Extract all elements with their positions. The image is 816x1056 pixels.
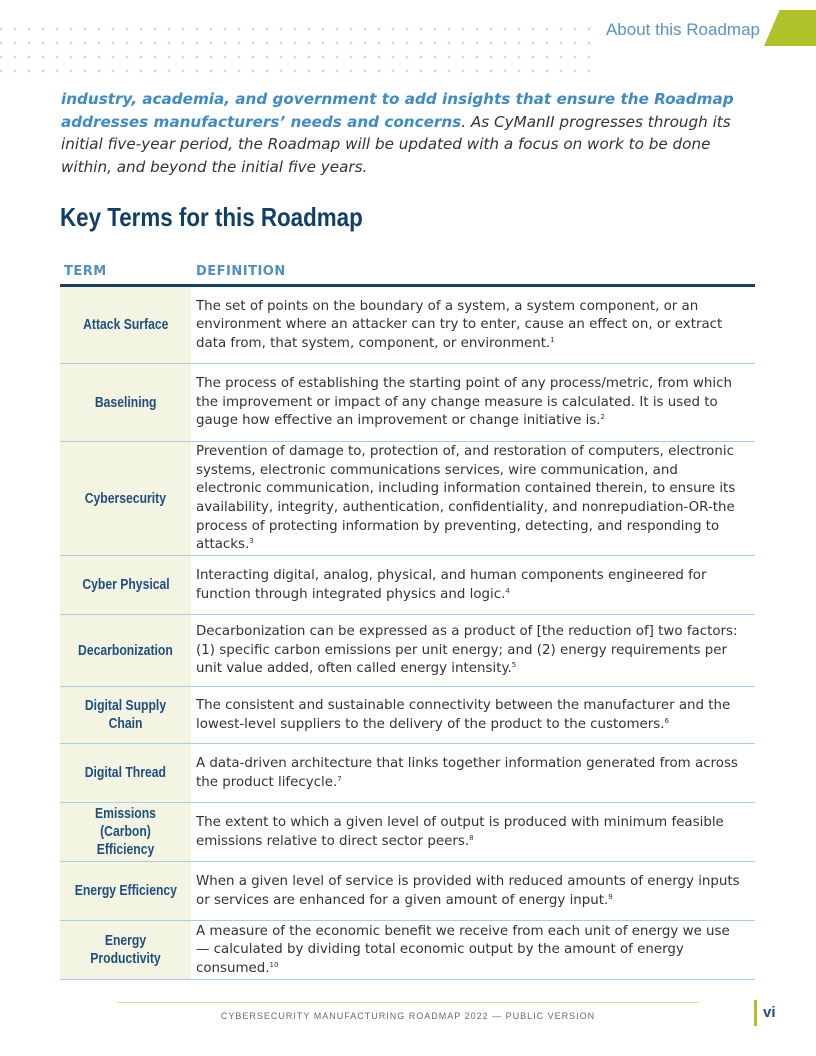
table-row — [60, 615, 755, 687]
table-row — [60, 287, 755, 364]
table-row — [60, 921, 755, 980]
definition-cell: Prevention of damage to, protection of, and restoration of computers, electronic systems, electronic communications services, wire communication, and electronic communication, including information contained therein, to ensure its availability, integrity, authentication, confidentiality, and nonrepudiation-OR-the process of protecting information by preventing, detecting, and responding to attacks.$^3$ — [196, 444, 736, 553]
table-row — [60, 556, 755, 615]
definition-cell: The set of points on the boundary of a system, a system component, or an environment where an attacker can try to enter, cause an effect on, or extract data from, that system, component, or environment.$^1$ — [196, 298, 723, 351]
section-title: About this Roadmap — [605, 20, 760, 39]
key-terms-table — [60, 287, 755, 980]
term-cell: Decarbonization — [60, 615, 191, 686]
table-row — [60, 862, 755, 921]
table-row — [60, 744, 755, 803]
definition-cell: The process of establishing the starting point of any process/metric, from which the improvement or impact of any change measure is calculated. It is used to gauge how effective an improvement or change initiative is.$^2$ — [196, 376, 732, 429]
term-cell: Cyber Physical — [60, 556, 191, 614]
page-heading: Key Terms for this Roadmap — [60, 202, 363, 232]
term-cell: Baselining — [60, 364, 191, 441]
table-row — [60, 442, 755, 556]
page-number-bar — [754, 1000, 757, 1026]
intro-rest: . As CyManII progresses through its initial five-year period, the Roadmap will be updated with a focus on work to be done within, and beyond the initial five years. — [61, 112, 731, 176]
term-cell: Energy Productivity — [60, 921, 191, 979]
definition-cell: The consistent and sustainable connectivity between the manufacturer and the lowest-level suppliers to the delivery of the product to the customers.$^6$ — [196, 697, 731, 732]
column-header-definition: DEFINITION — [196, 264, 286, 279]
term-cell: Digital Thread — [60, 744, 191, 802]
table-row — [60, 687, 755, 744]
term-cell: Emissions (Carbon) Efficiency — [60, 803, 191, 861]
column-header-term: TERM — [64, 264, 107, 279]
definition-cell: The extent to which a given level of output is produced with minimum feasible emissions relative to direct sector peers.$^8$ — [196, 814, 724, 849]
corner-accent — [764, 10, 816, 46]
definition-cell: A data-driven architecture that links together information generated from across the product lifecycle.$^7$ — [196, 755, 738, 790]
intro-paragraph — [61, 88, 761, 178]
definition-cell: Decarbonization can be expressed as a product of [the reduction of] two factors: (1) specific carbon emissions per unit energy; and (2) energy requirements per unit value added, often called energy intensity.$^5$ — [196, 624, 738, 677]
intro-highlight: industry, academia, and government to add insights that ensure the Roadmap addresses manufacturers’ needs and concerns — [61, 90, 734, 131]
footer-rule — [118, 1002, 698, 1003]
term-cell: Cybersecurity — [60, 442, 191, 555]
definition-cell: Interacting digital, analog, physical, and human components engineered for function through integrated physics and logic.$^4$ — [196, 567, 707, 602]
footer-text: CYBERSECURITY MANUFACTURING ROADMAP 2022 — PUBLIC VERSION — [220, 1011, 596, 1021]
term-cell: Attack Surface — [60, 287, 191, 363]
term-cell: Energy Efficiency — [60, 862, 191, 920]
definition-cell: A measure of the economic benefit we receive from each unit of energy we use — calculated by dividing total economic output by the amount of energy consumed.$^{10}$ — [196, 923, 730, 976]
table-row — [60, 364, 755, 442]
definition-cell: When a given level of service is provided with reduced amounts of energy inputs or services are enhanced for a given amount of energy input.$^9$ — [196, 873, 740, 908]
page-number: vi — [763, 1004, 776, 1021]
term-cell: Digital Supply Chain — [60, 687, 191, 743]
table-row — [60, 803, 755, 862]
dot-pattern — [0, 22, 590, 80]
